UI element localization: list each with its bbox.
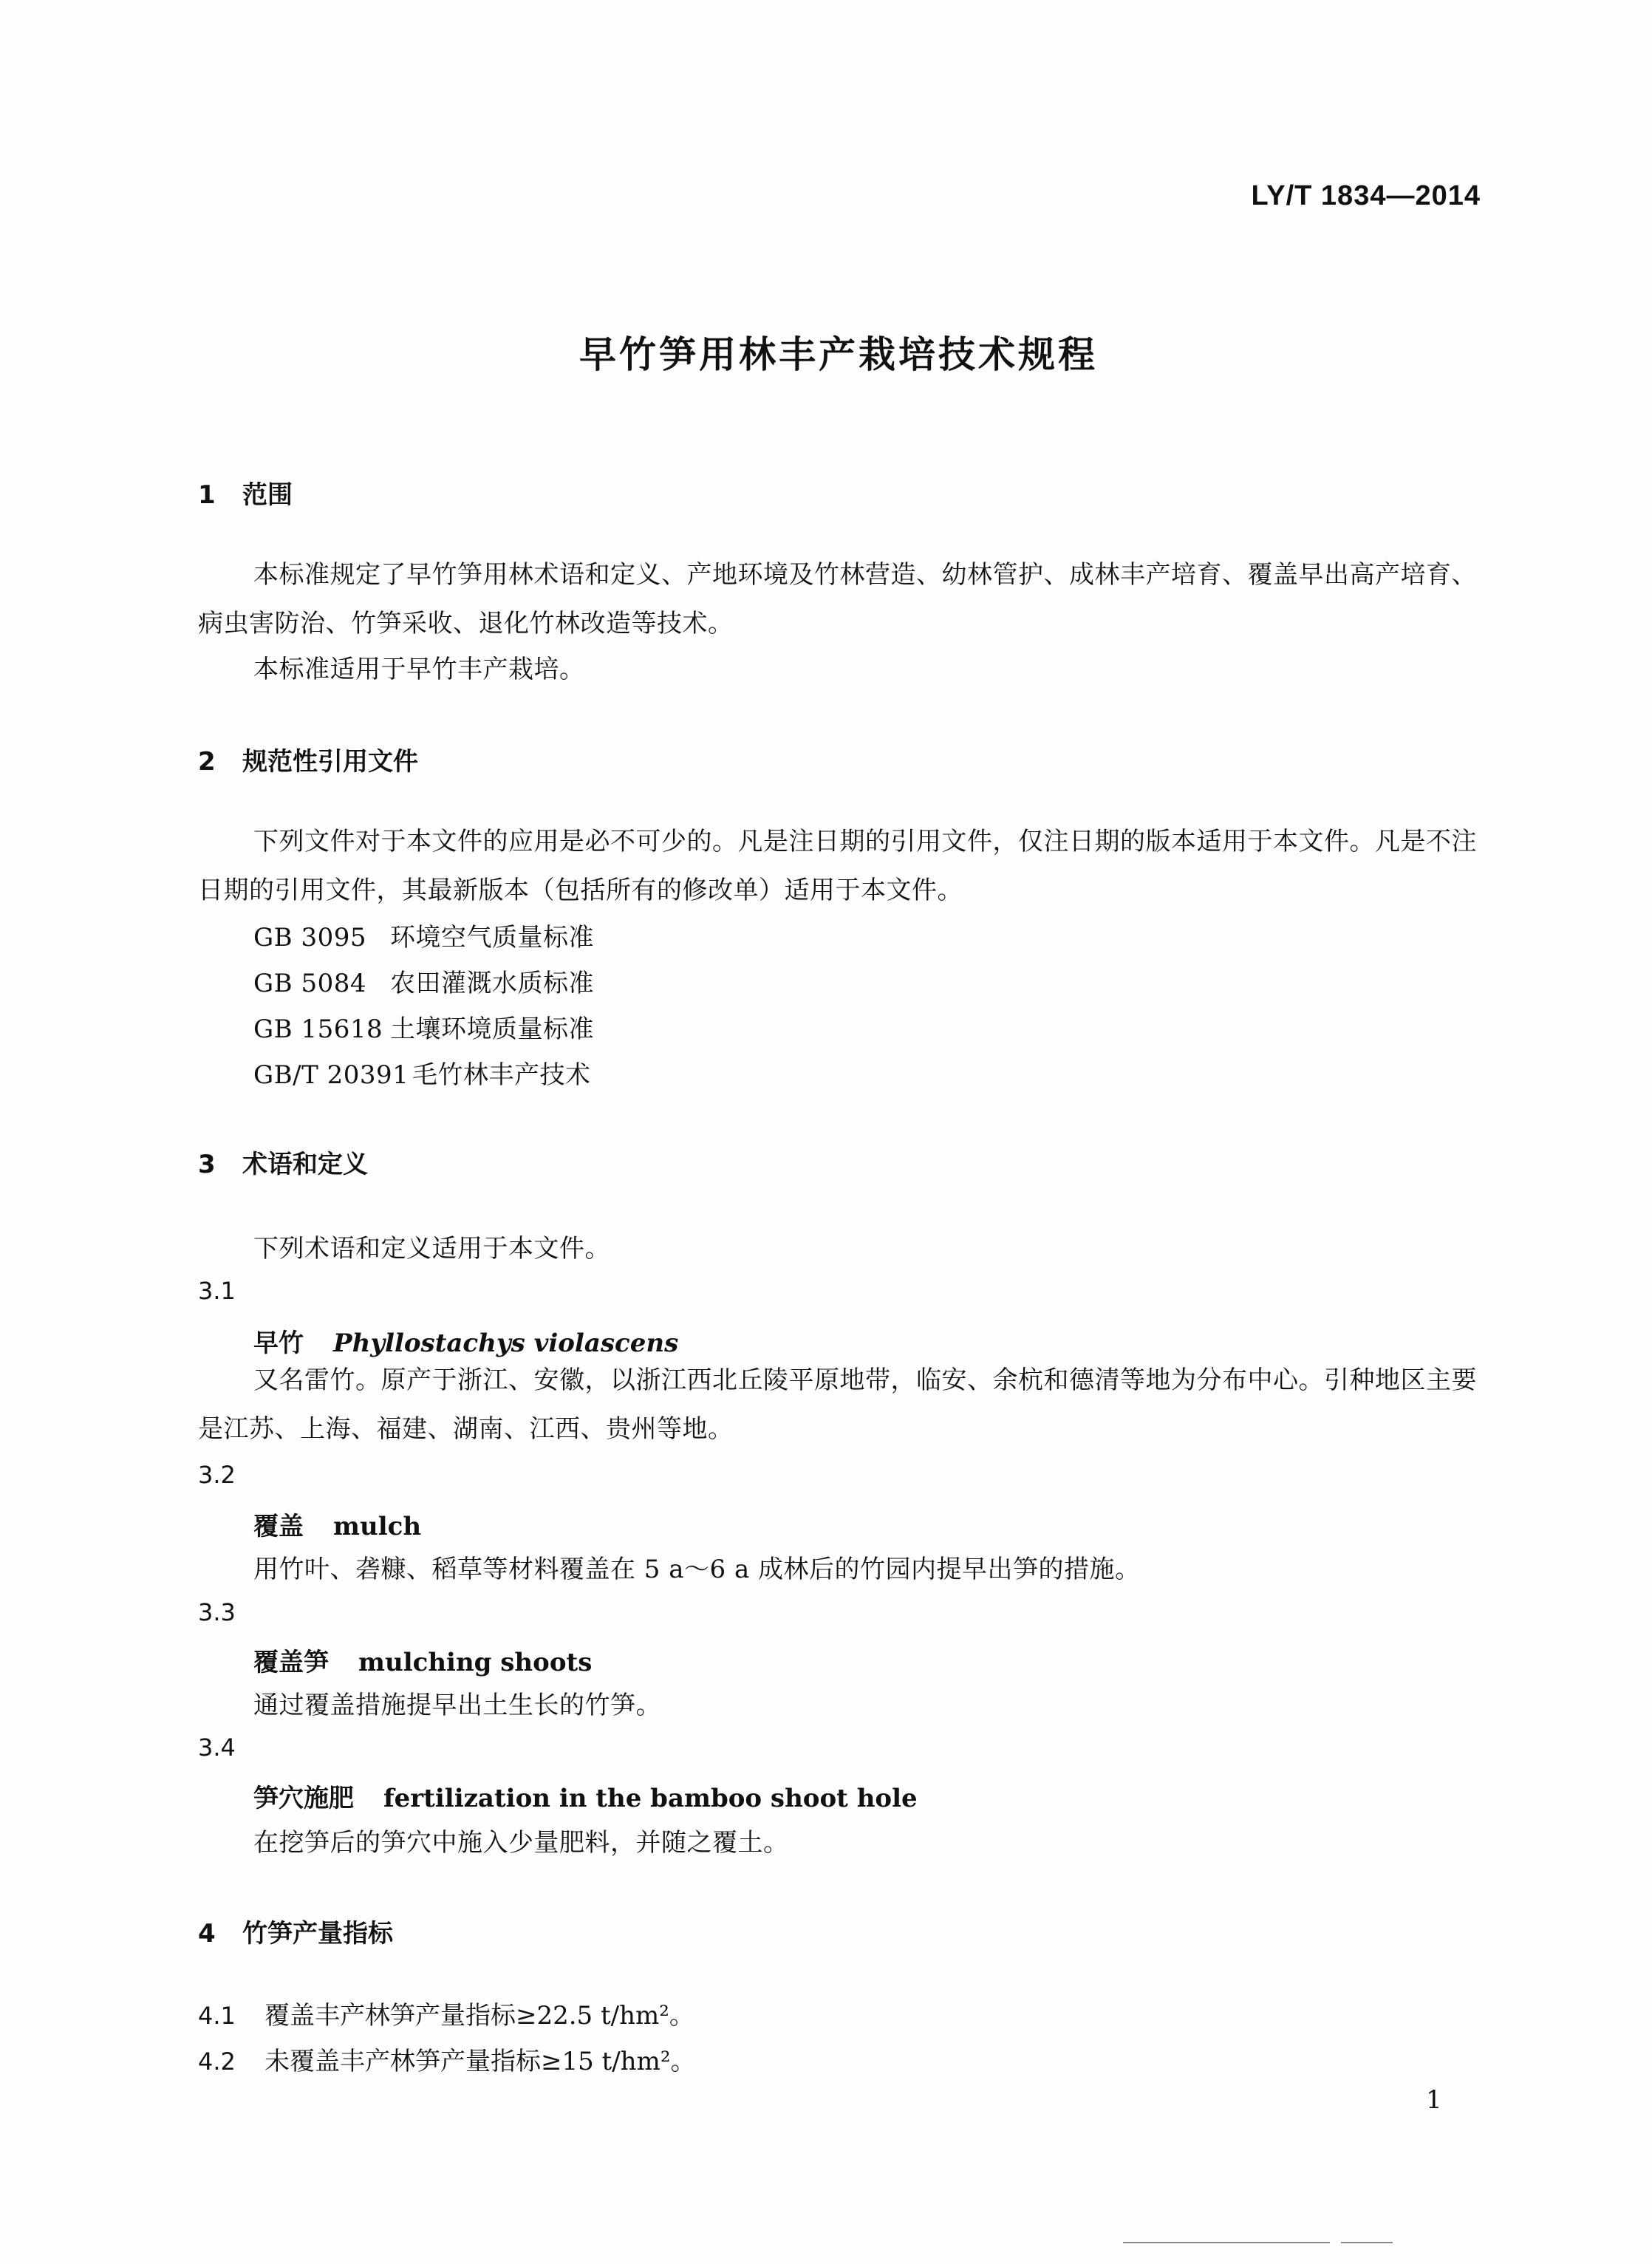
reference-item: [253, 917, 594, 953]
reference-name: 土壤环境质量标准: [390, 1015, 594, 1044]
yield-item: [198, 2041, 695, 2077]
term-definition: 又名雷竹。原产于浙江、安徽，以浙江西北丘陵平原地带，临安、余杭和德清等地为分布中心。引种地区主要是江苏、上海、福建、湖南、江西、贵州等地。: [198, 1365, 1477, 1444]
term-en: fertilization in the bamboo shoot hole: [383, 1784, 918, 1813]
term-en: Phyllostachys violascens: [333, 1329, 679, 1358]
standard-code: LY/T 1834—2014: [1251, 180, 1481, 211]
item-text: 未覆盖丰产林笋产量指标≥15 t/hm²。: [264, 2047, 696, 2076]
clause-number: 3.4: [198, 1733, 236, 1762]
reference-code: GB 15618: [253, 1015, 383, 1044]
term-heading: [253, 1642, 592, 1678]
term-zh: 覆盖笋: [253, 1648, 329, 1677]
term-zh: 早竹: [253, 1329, 304, 1358]
clause-number: 3.1: [198, 1277, 236, 1305]
reference-item: [253, 1054, 591, 1091]
clause-number: 3.2: [198, 1461, 236, 1489]
section-number: 2: [198, 747, 216, 777]
document-title: 早竹笋用林丰产栽培技术规程: [579, 333, 1098, 376]
term-heading: [253, 1778, 918, 1814]
item-text: 覆盖丰产林笋产量指标≥22.5 t/hm²。: [264, 2001, 694, 2031]
reference-name: 环境空气质量标准: [390, 923, 594, 952]
footer-rule: [1123, 2242, 1330, 2243]
section-title: 规范性引用文件: [242, 747, 418, 777]
section-number: 3: [198, 1150, 216, 1179]
term-definition: 在挖笋后的笋穴中施入少量肥料，并随之覆土。: [253, 1828, 789, 1858]
reference-item: [253, 963, 594, 999]
term-zh: 笋穴施肥: [253, 1784, 354, 1813]
section-heading-scope: [198, 474, 293, 511]
reference-code: GB 5084: [253, 969, 366, 998]
term-zh: 覆盖: [253, 1512, 304, 1541]
reference-code: GB/T 20391: [253, 1060, 409, 1090]
terms-intro: 下列术语和定义适用于本文件。: [253, 1234, 610, 1264]
clause-number: 3.3: [198, 1598, 236, 1626]
term-en: mulch: [333, 1512, 422, 1541]
footer-rule: [1341, 2242, 1393, 2243]
term-heading: [253, 1323, 678, 1359]
item-number: 4.1: [198, 2002, 236, 2030]
normative-intro: 下列文件对于本文件的应用是必不可少的。凡是注日期的引用文件，仅注日期的版本适用于本文件。凡是不注日期的引用文件，其最新版本（包括所有的修改单）适用于本文件。: [198, 827, 1477, 905]
reference-code: GB 3095: [253, 923, 366, 952]
section-number: 1: [198, 480, 216, 510]
yield-item: [198, 1995, 694, 2031]
scope-paragraph-2: 本标准适用于早竹丰产栽培。: [253, 655, 585, 684]
item-number: 4.2: [198, 2048, 236, 2076]
page-number: 1: [1426, 2085, 1442, 2115]
term-definition: 用竹叶、砻糠、稻草等材料覆盖在 5 a～6 a 成林后的竹园内提早出笋的措施。: [253, 1555, 1141, 1584]
scope-paragraph-1: 本标准规定了早竹笋用林术语和定义、产地环境及竹林营造、幼林管护、成林丰产培育、覆盖早出高产培育、病虫害防治、竹笋采收、退化竹林改造等技术。: [198, 560, 1477, 638]
section-heading-normative: [198, 741, 418, 777]
term-heading: [253, 1506, 421, 1542]
section-title: 竹笋产量指标: [242, 1919, 393, 1948]
reference-name: 毛竹林丰产技术: [412, 1060, 591, 1090]
section-number: 4: [198, 1919, 216, 1948]
section-heading-yield: [198, 1913, 393, 1949]
reference-item: [253, 1009, 594, 1045]
term-definition: 通过覆盖措施提早出土生长的竹笋。: [253, 1691, 661, 1720]
term-en: mulching shoots: [358, 1648, 593, 1677]
section-title: 术语和定义: [242, 1150, 368, 1179]
section-heading-terms: [198, 1144, 368, 1180]
reference-name: 农田灌溉水质标准: [390, 969, 594, 998]
section-title: 范围: [242, 480, 293, 510]
